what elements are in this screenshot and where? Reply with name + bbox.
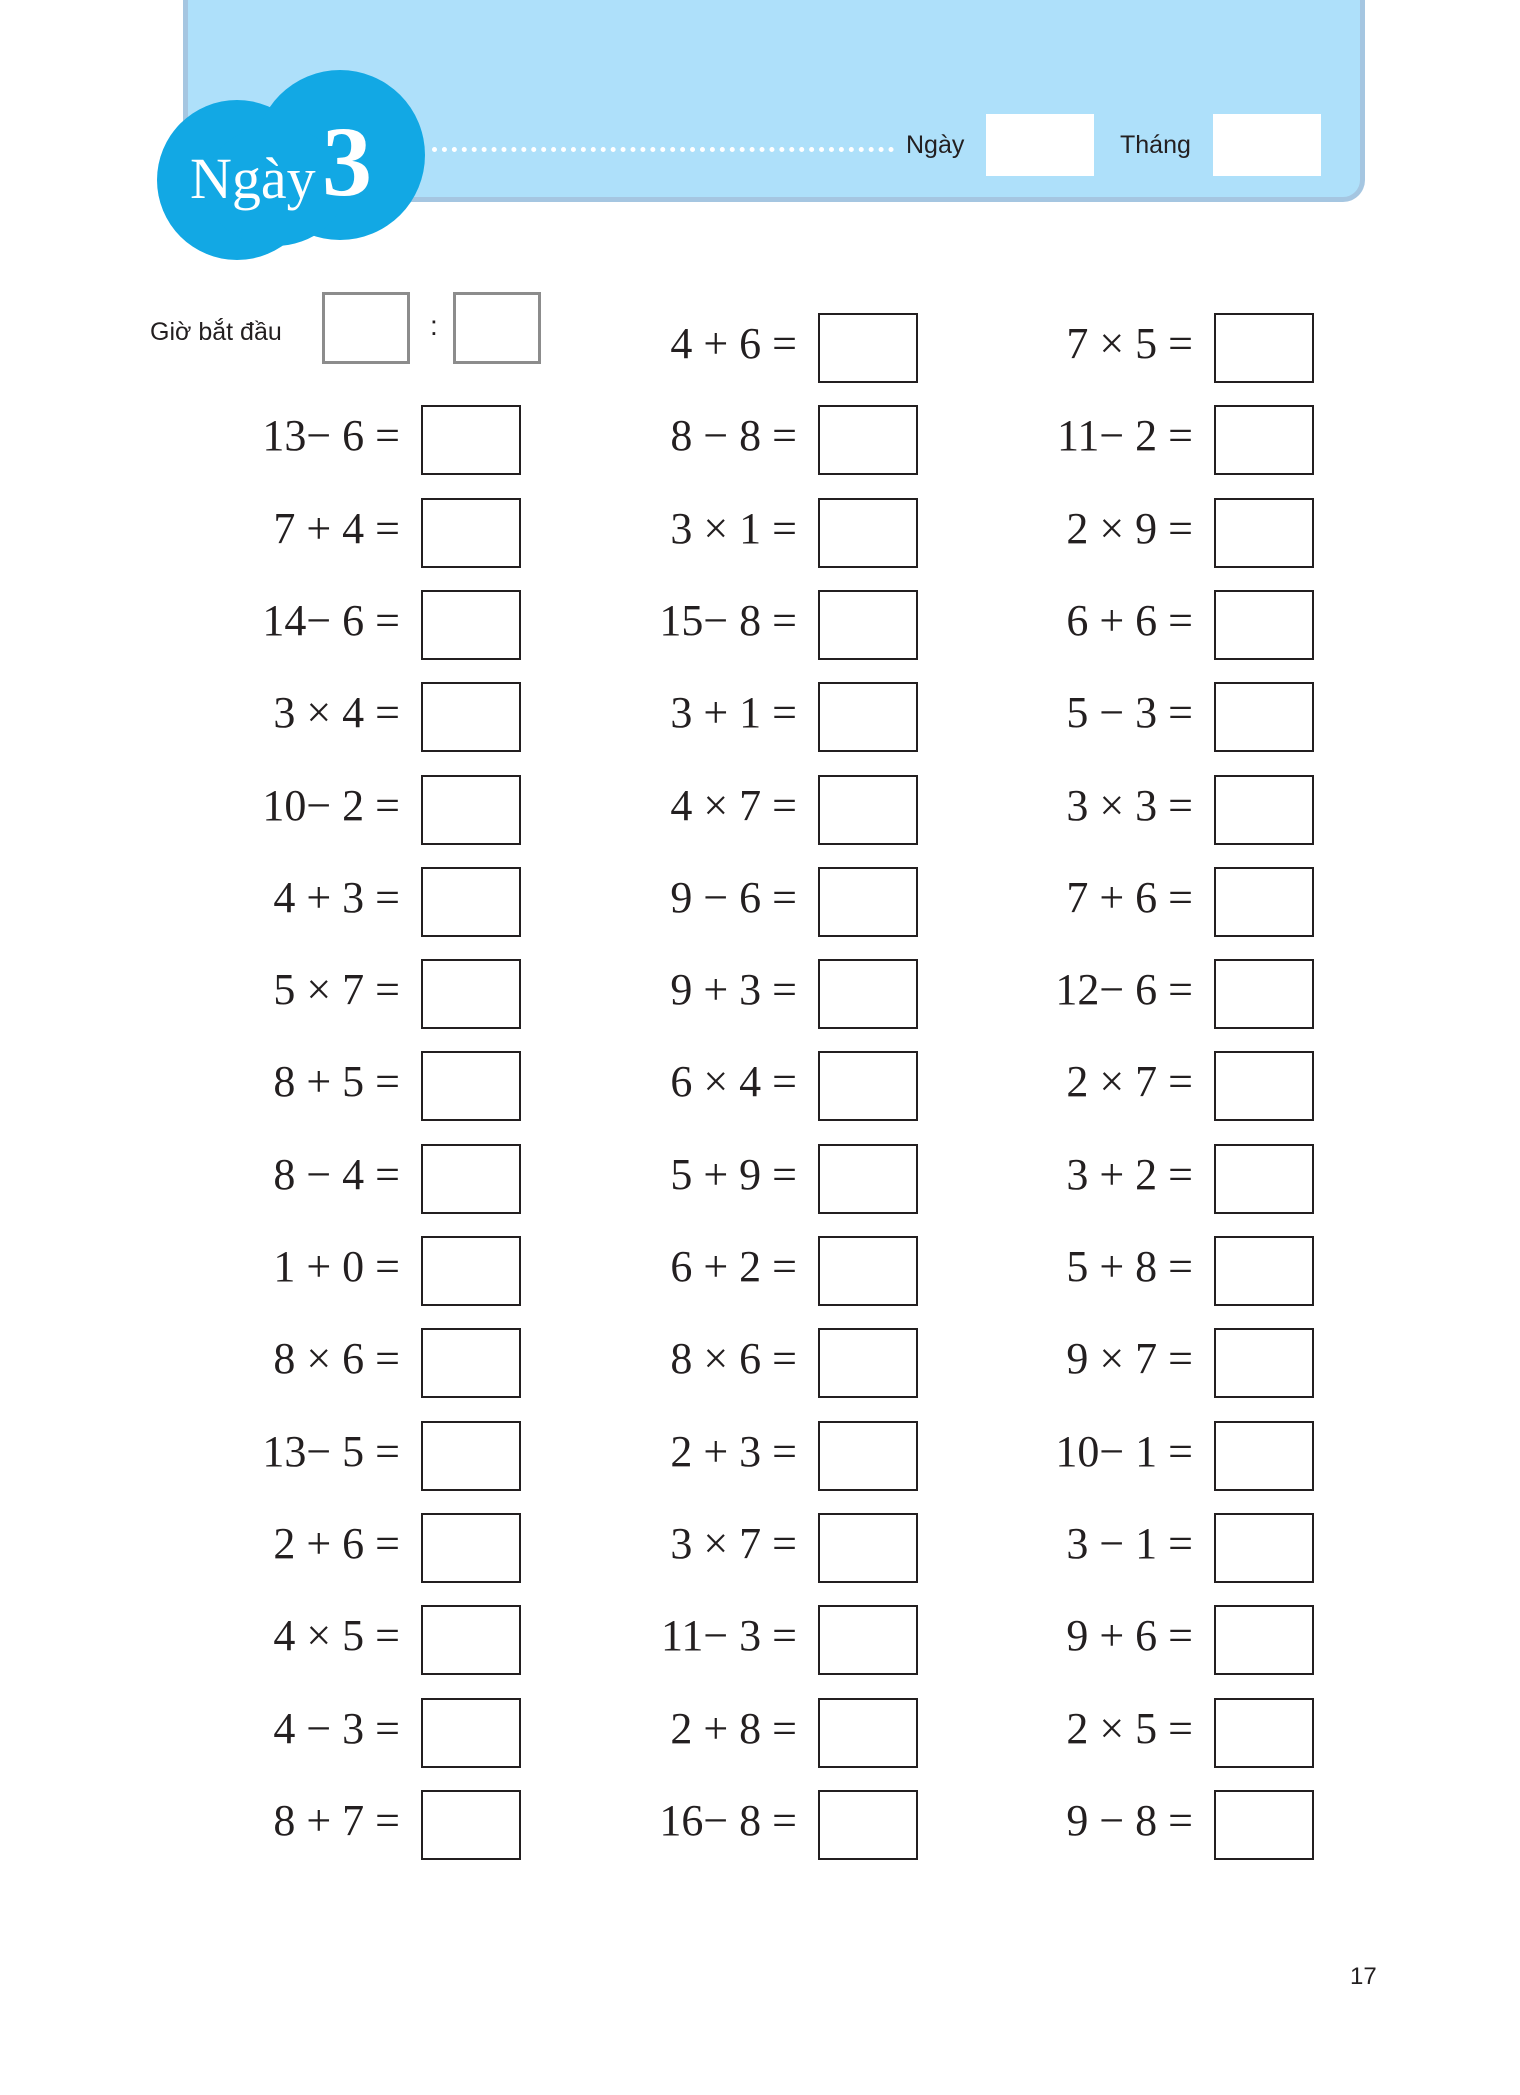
equation-text: 3 − 1 = [1066,1518,1193,1568]
answer-box[interactable] [818,1328,918,1398]
answer-box[interactable] [1214,1328,1314,1398]
answer-box[interactable] [421,1605,521,1675]
equation-text: 2 × 5 = [1066,1703,1193,1753]
start-time-label: Giờ bắt đầu [150,318,282,346]
equation-text: 2 × 7 = [1066,1057,1193,1107]
equation-text: 4 + 6 = [670,319,797,368]
answer-box[interactable] [818,590,918,660]
equation-text: 10− 1 = [1055,1426,1193,1476]
date-month-box[interactable] [1213,114,1321,176]
equation-text: 9 × 7 = [1066,1334,1193,1384]
equation-text: 3 × 4 = [273,688,400,738]
answer-box[interactable] [1214,1698,1314,1768]
equation-text: 15− 8 = [659,595,797,645]
date-month-label: Tháng [1120,131,1191,159]
start-hour-box[interactable] [322,292,410,364]
equation-text: 11− 3 = [661,1611,797,1661]
answer-box[interactable] [421,405,521,475]
date-day-box[interactable] [986,114,1094,176]
answer-box[interactable] [1214,590,1314,660]
answer-box[interactable] [421,775,521,845]
equation-text: 13− 6 = [262,411,400,461]
date-day-label: Ngày [906,131,965,159]
time-separator: : [430,310,438,341]
equation-text: 8 × 6 = [670,1334,797,1384]
day-badge-number: 3 [322,106,372,217]
equation-text: 8 + 7 = [273,1795,400,1845]
start-minute-box[interactable] [453,292,541,364]
equation-text: 13− 5 = [262,1426,400,1476]
equation-text: 4 + 3 = [273,872,400,922]
answer-box[interactable] [818,313,918,383]
equation-text: 3 × 3 = [1066,780,1193,830]
answer-box[interactable] [421,1236,521,1306]
answer-box[interactable] [818,405,918,475]
answer-box[interactable] [818,959,918,1029]
answer-box[interactable] [1214,1790,1314,1860]
answer-box[interactable] [1214,1051,1314,1121]
equation-text: 5 − 3 = [1066,688,1193,738]
answer-box[interactable] [818,1421,918,1491]
answer-box[interactable] [1214,498,1314,568]
equation-text: 4 × 5 = [273,1611,400,1661]
equation-text: 14− 6 = [262,595,400,645]
answer-box[interactable] [421,1328,521,1398]
answer-box[interactable] [1214,959,1314,1029]
answer-box[interactable] [1214,1236,1314,1306]
equation-text: 8 − 8 = [670,411,797,461]
equation-text: 7 + 6 = [1066,872,1193,922]
answer-box[interactable] [818,498,918,568]
equation-text: 6 × 4 = [670,1057,797,1107]
answer-box[interactable] [1214,313,1314,383]
equation-text: 2 + 8 = [670,1703,797,1753]
answer-box[interactable] [1214,775,1314,845]
equation-text: 9 − 6 = [670,872,797,922]
answer-box[interactable] [1214,1144,1314,1214]
equation-text: 7 × 5 = [1066,319,1193,368]
answer-box[interactable] [818,1236,918,1306]
equation-text: 8 + 5 = [273,1057,400,1107]
equation-text: 11− 2 = [1057,411,1193,461]
equation-text: 4 × 7 = [670,780,797,830]
answer-box[interactable] [421,1421,521,1491]
equation-text: 4 − 3 = [273,1703,400,1753]
equation-text: 8 − 4 = [273,1149,400,1199]
equation-text: 5 + 8 = [1066,1242,1193,1291]
equation-text: 6 + 6 = [1066,595,1193,645]
equation-text: 2 + 3 = [670,1426,797,1476]
equation-text: 3 + 2 = [1066,1149,1193,1199]
answer-box[interactable] [818,1605,918,1675]
equation-text: 1 + 0 = [273,1242,400,1291]
equation-text: 9 + 3 = [670,965,797,1015]
answer-box[interactable] [1214,1513,1314,1583]
equation-text: 6 + 2 = [670,1242,797,1291]
answer-box[interactable] [818,867,918,937]
answer-box[interactable] [421,682,521,752]
day-badge-label: Ngày [190,146,316,211]
answer-box[interactable] [421,1790,521,1860]
answer-box[interactable] [1214,682,1314,752]
equation-text: 2 × 9 = [1066,503,1193,553]
answer-box[interactable] [421,1698,521,1768]
answer-box[interactable] [1214,405,1314,475]
answer-box[interactable] [818,1790,918,1860]
equation-text: 2 + 6 = [273,1518,400,1568]
equation-text: 16− 8 = [659,1795,797,1845]
answer-box[interactable] [421,498,521,568]
answer-box[interactable] [818,1698,918,1768]
equation-text: 5 × 7 = [273,965,400,1015]
answer-box[interactable] [421,959,521,1029]
dotted-line [432,147,894,152]
page-number: 17 [1350,1963,1377,1990]
equation-text: 3 × 7 = [670,1518,797,1568]
equation-text: 9 − 8 = [1066,1795,1193,1845]
equation-text: 5 + 9 = [670,1149,797,1199]
equation-text: 8 × 6 = [273,1334,400,1384]
answer-box[interactable] [1214,1605,1314,1675]
answer-box[interactable] [421,867,521,937]
equation-text: 7 + 4 = [273,503,400,553]
answer-box[interactable] [818,682,918,752]
answer-box[interactable] [818,1513,918,1583]
equation-text: 9 + 6 = [1066,1611,1193,1661]
answer-box[interactable] [818,1144,918,1214]
answer-box[interactable] [421,1144,521,1214]
answer-box[interactable] [421,1051,521,1121]
answer-box[interactable] [818,1051,918,1121]
answer-box[interactable] [1214,867,1314,937]
equation-text: 12− 6 = [1055,965,1193,1015]
answer-box[interactable] [818,775,918,845]
equation-text: 3 + 1 = [670,688,797,738]
answer-box[interactable] [421,1513,521,1583]
answer-box[interactable] [1214,1421,1314,1491]
equation-text: 10− 2 = [262,780,400,830]
equation-text: 3 × 1 = [670,503,797,553]
answer-box[interactable] [421,590,521,660]
